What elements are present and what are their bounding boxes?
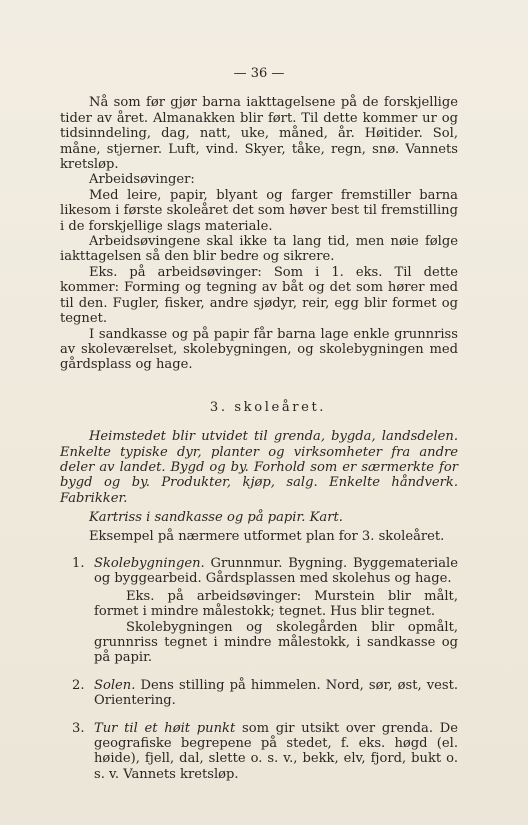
- list-item-example: Eks. på arbeidsøvinger: Murstein blir målt, formet i mindre målestokk; tegnet. Hus blir tegnet.: [94, 588, 458, 620]
- list-item-text: som gir utsikt over grenda. De geografiske begrepene på stedet, f. eks. høgd (el. høide), fjell, dal, slette o. s. v., bekk, elv, fjord, bukt o. s. v. Vannets kretsløp.: [94, 720, 459, 782]
- list-item-number: 2.: [72, 677, 85, 693]
- paragraph-exercise-examples: Eks. på arbeidsøvinger: Som i 1. eks. Til dette kommer: Forming og tegning av båt og det som hører med til den. Fugler, fisker, andre sjødyr, reir, egg blir formet og tegnet.: [60, 264, 458, 327]
- list-item-number: 1.: [72, 555, 85, 571]
- section-topics: Heimstedet blir utvidet til grenda, bygda, landsdelen. Enkelte typiske dyr, planter og virksomheter fra andre deler av landet. Bygd og by. Forhold som er særmerkte for bygd og by. Produkter, kjøp, salg. Enkelte håndverk. Fabrikker.: [60, 429, 458, 506]
- paragraph-observations: Nå som før gjør barna iakttagelsene på de forskjellige tider av året. Almanakken blir ført. Til dette kommer ur og tidsinndeling, dag, natt, uke, måned, år. Høitider. Sol, måne, stjerner. Luft, vind. Skyer, tåke, regn, snø. Vannets kretsløp.: [60, 95, 458, 173]
- paragraph-materials: Med leire, papir, blyant og farger fremstiller barna likesom i første skoleåret det som høver best til fremstilling i de forskjellige slags materiale.: [60, 187, 458, 234]
- list-item-number: 3.: [72, 720, 85, 736]
- list-item-text: Dens stilling på himmelen. Nord, sør, øst, vest. Orientering.: [94, 677, 458, 709]
- list-item-body: [94, 556, 458, 587]
- section-map-sketch: Kartriss i sandkasse og på papir. Kart.: [89, 510, 343, 526]
- paragraph-work-exercises-heading: Arbeidsøvinger:: [89, 172, 195, 188]
- section-heading: 3. skoleåret.: [209, 399, 327, 415]
- paragraph-sandbox: I sandkasse og på papir får barna lage enkle grunnriss av skoleværelset, skolebygningen, og skolebygningen med gårdsplass og hage.: [60, 326, 458, 373]
- page-content: [60, 0, 458, 782]
- list-item-body: [94, 721, 458, 783]
- list-item: [60, 721, 458, 783]
- list-item-title: Tur til et høit punkt: [94, 720, 236, 736]
- list-item-text: Grunnmur. Bygning. Byggemateriale og byggearbeid. Gårdsplassen med skolehus og hage.: [94, 555, 458, 587]
- list-item-title: Skolebygningen.: [94, 555, 205, 571]
- paragraph-exercise-duration: Arbeidsøvingene skal ikke ta lang tid, men nøie følge iakttagelsen så den blir bedre og sikrere.: [60, 234, 458, 265]
- page-number: — 36 —: [233, 66, 285, 81]
- list-item-title: Solen.: [94, 677, 136, 693]
- section-example-intro: Eksempel på nærmere utformet plan for 3. skoleåret.: [89, 528, 445, 544]
- list-item-body: [94, 678, 458, 709]
- list-item: [60, 678, 458, 709]
- list-item: [60, 556, 458, 666]
- list-item-example: Skolebygningen og skolegården blir opmålt, grunnriss tegnet i mindre målestokk, i sandkasse og på papir.: [94, 619, 458, 666]
